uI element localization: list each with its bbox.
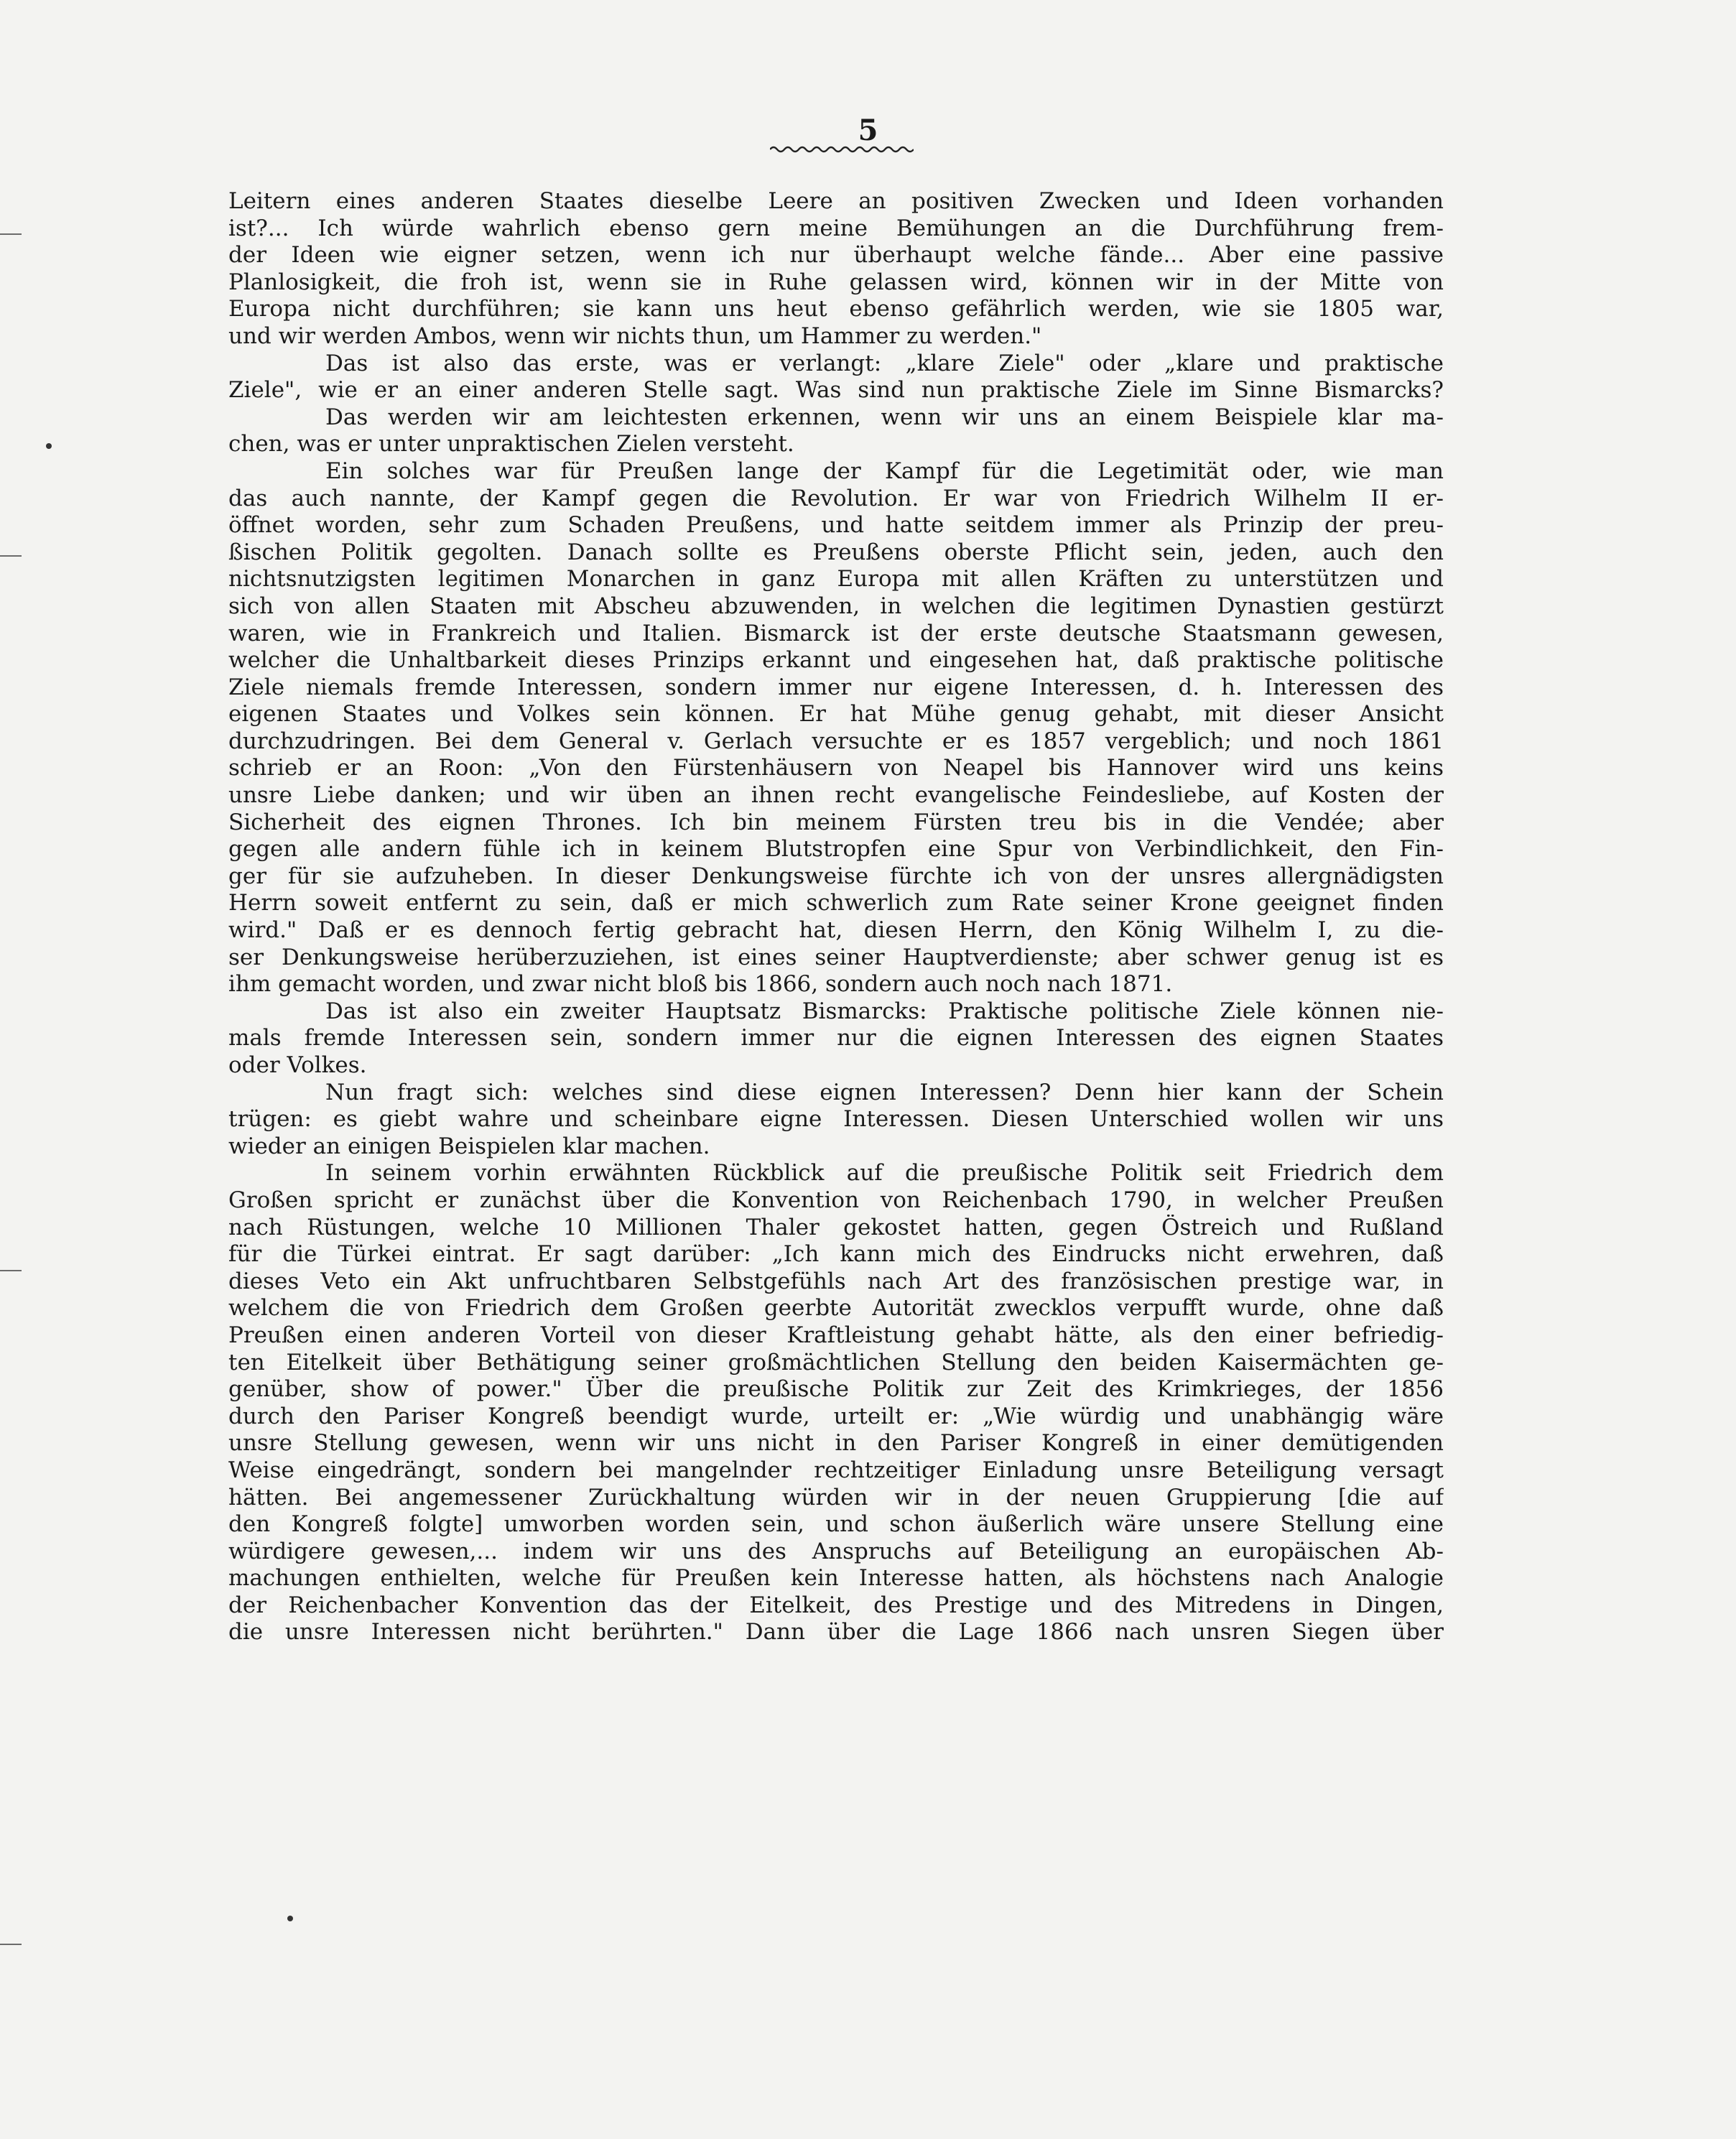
ink-spot	[287, 1916, 293, 1921]
margin-mark	[0, 555, 22, 557]
text-line: oder Volkes.	[228, 1052, 367, 1078]
text-line: durch den Pariser Kongreß beendigt wurde, urteilt er: „Wie würdig und unabhängig wäre	[228, 1403, 1444, 1429]
text-line: Preußen einen anderen Vorteil von dieser Kraftleistung gehabt hätte, als den einer befriedig-	[228, 1322, 1444, 1348]
text-line: durchzudringen. Bei dem General v. Gerlach versuchte er es 1857 vergeblich; und noch 1861	[228, 728, 1444, 754]
text-line: Europa nicht durchführen; sie kann uns heut ebenso gefährlich werden, wie sie 1805 war,	[228, 296, 1444, 323]
text-line: nichtsnutzigsten legitimen Monarchen in ganz Europa mit allen Kräften zu unterstützen und	[228, 566, 1444, 593]
text-line: Planlosigkeit, die froh ist, wenn sie in Ruhe gelassen wird, können wir in der Mitte von	[228, 269, 1444, 295]
text-line: eigenen Staates und Volkes sein können. Er hat Mühe genug gehabt, mit dieser Ansicht	[228, 701, 1444, 728]
text-line: Das ist also ein zweiter Hauptsatz Bismarcks: Praktische politische Ziele können nie-	[325, 998, 1444, 1024]
text-line: chen, was er unter unpraktischen Zielen versteht.	[228, 431, 794, 458]
text-line: unsre Liebe danken; und wir üben an ihnen recht evangelische Feindesliebe, auf Kosten der	[228, 782, 1444, 809]
text-line: Das werden wir am leichtesten erkennen, wenn wir uns an einem Beispiele klar ma-	[325, 404, 1444, 430]
text-line: hätten. Bei angemessener Zurückhaltung würden wir in der neuen Gruppierung [die auf	[228, 1484, 1444, 1511]
text-line: der Reichenbacher Konvention das der Eitelkeit, des Prestige und des Mitredens in Dingen,	[228, 1592, 1444, 1618]
text-line: Ein solches war für Preußen lange der Kampf für die Legetimität oder, wie man	[325, 458, 1444, 484]
text-line: sich von allen Staaten mit Abscheu abzuwenden, in welchen die legitimen Dynastien gestürzt	[228, 593, 1444, 619]
text-line: Das ist also das erste, was er verlangt: „klare Ziele" oder „klare und praktische	[325, 350, 1444, 376]
text-line: ßischen Politik gegolten. Danach sollte es Preußens oberste Pflicht sein, jeden, auch den	[228, 539, 1444, 565]
text-line: Weise eingedrängt, sondern bei mangelnder rechtzeitiger Einladung unsre Beteiligung versagt	[228, 1457, 1444, 1483]
text-line: ist?... Ich würde wahrlich ebenso gern meine Bemühungen an die Durchführung frem-	[228, 215, 1444, 241]
text-line: mals fremde Interessen sein, sondern immer nur die eignen Interessen des eignen Staates	[228, 1025, 1444, 1052]
margin-mark	[0, 233, 22, 235]
text-line: Herrn soweit entfernt zu sein, daß er mich schwerlich zum Rate seiner Krone geeignet finden	[228, 890, 1444, 917]
text-line: Großen spricht er zunächst über die Konvention von Reichenbach 1790, in welcher Preußen	[228, 1187, 1444, 1213]
margin-mark	[0, 1270, 22, 1271]
body-text	[228, 188, 1444, 1646]
text-line: welcher die Unhaltbarkeit dieses Prinzips erkannt und eingesehen hat, daß praktische politische	[228, 647, 1444, 674]
margin-mark	[0, 1944, 22, 1945]
text-line: den Kongreß folgte] umworben worden sein, und schon äußerlich wäre unsere Stellung eine	[228, 1511, 1444, 1538]
text-line: trügen: es giebt wahre und scheinbare eigne Interessen. Diesen Unterschied wollen wir uns	[228, 1106, 1444, 1133]
text-line: Ziele niemals fremde Interessen, sondern immer nur eigene Interessen, d. h. Interessen des	[228, 674, 1444, 700]
text-line: die unsre Interessen nicht berührten." Dann über die Lage 1866 nach unsren Siegen über	[228, 1619, 1444, 1646]
page-number: 5	[858, 113, 878, 147]
text-line: würdigere gewesen,... indem wir uns des Anspruchs auf Beteiligung an europäischen Ab-	[228, 1538, 1444, 1564]
text-line: unsre Stellung gewesen, wenn wir uns nicht in den Pariser Kongreß in einer demütigenden	[228, 1430, 1444, 1457]
text-line: ser Denkungsweise herüberzuziehen, ist eines seiner Hauptverdienste; aber schwer genug ist es	[228, 944, 1444, 970]
text-line: ger für sie aufzuheben. In dieser Denkungsweise fürchte ich von der unsres allergnädigsten	[228, 863, 1444, 889]
text-line: der Ideen wie eigner setzen, wenn ich nur überhaupt welche fände... Aber eine passive	[228, 242, 1444, 269]
text-line: ten Eitelkeit über Bethätigung seiner großmächtlichen Stellung den beiden Kaisermächten ge-	[228, 1349, 1444, 1375]
text-line: In seinem vorhin erwähnten Rückblick auf die preußische Politik seit Friedrich dem	[325, 1160, 1444, 1187]
decorative-wave-rule	[770, 144, 914, 155]
text-line: waren, wie in Frankreich und Italien. Bismarck ist der erste deutsche Staatsmann gewesen,	[228, 620, 1444, 646]
text-line: schrieb er an Roon: „Von den Fürstenhäusern von Neapel bis Hannover wird uns keins	[228, 755, 1444, 781]
text-line: genüber, show of power." Über die preußische Politik zur Zeit des Krimkrieges, der 1856	[228, 1376, 1444, 1403]
text-line: das auch nannte, der Kampf gegen die Revolution. Er war von Friedrich Wilhelm II er-	[228, 485, 1444, 511]
text-line: wieder an einigen Beispielen klar machen.	[228, 1133, 710, 1159]
text-line: ihm gemacht worden, und zwar nicht bloß bis 1866, sondern auch noch nach 1871.	[228, 971, 1173, 998]
text-line: Ziele", wie er an einer anderen Stelle sagt. Was sind nun praktische Ziele im Sinne Bismarcks?	[228, 377, 1444, 404]
text-line: wird." Daß er es dennoch fertig gebracht hat, diesen Herrn, den König Wilhelm I, zu die-	[228, 917, 1444, 944]
text-line: und wir werden Ambos, wenn wir nichts thun, um Hammer zu werden."	[228, 323, 1042, 349]
text-line: öffnet worden, sehr zum Schaden Preußens, und hatte seitdem immer als Prinzip der preu-	[228, 512, 1444, 539]
text-line: Nun fragt sich: welches sind diese eignen Interessen? Denn hier kann der Schein	[325, 1079, 1444, 1105]
text-line: für die Türkei eintrat. Er sagt darüber: „Ich kann mich des Eindrucks nicht erwehren, daß	[228, 1241, 1444, 1268]
text-line: nach Rüstungen, welche 10 Millionen Thaler gekostet hatten, gegen Östreich und Rußland	[228, 1214, 1444, 1240]
text-line: machungen enthielten, welche für Preußen kein Interesse hatten, als höchstens nach Analogie	[228, 1565, 1444, 1592]
text-line: Sicherheit des eignen Thrones. Ich bin meinem Fürsten treu bis in die Vendée; aber	[228, 809, 1444, 835]
text-line: dieses Veto ein Akt unfruchtbaren Selbstgefühls nach Art des französischen prestige war, in	[228, 1268, 1444, 1294]
text-line: welchem die von Friedrich dem Großen geerbte Autorität zwecklos verpufft wurde, ohne daß	[228, 1295, 1444, 1322]
text-line: gegen alle andern fühle ich in keinem Blutstropfen eine Spur von Verbindlichkeit, den Fin-	[228, 836, 1444, 863]
text-line: Leitern eines anderen Staates dieselbe Leere an positiven Zwecken und Ideen vorhanden	[228, 188, 1444, 214]
ink-spot	[46, 443, 52, 449]
